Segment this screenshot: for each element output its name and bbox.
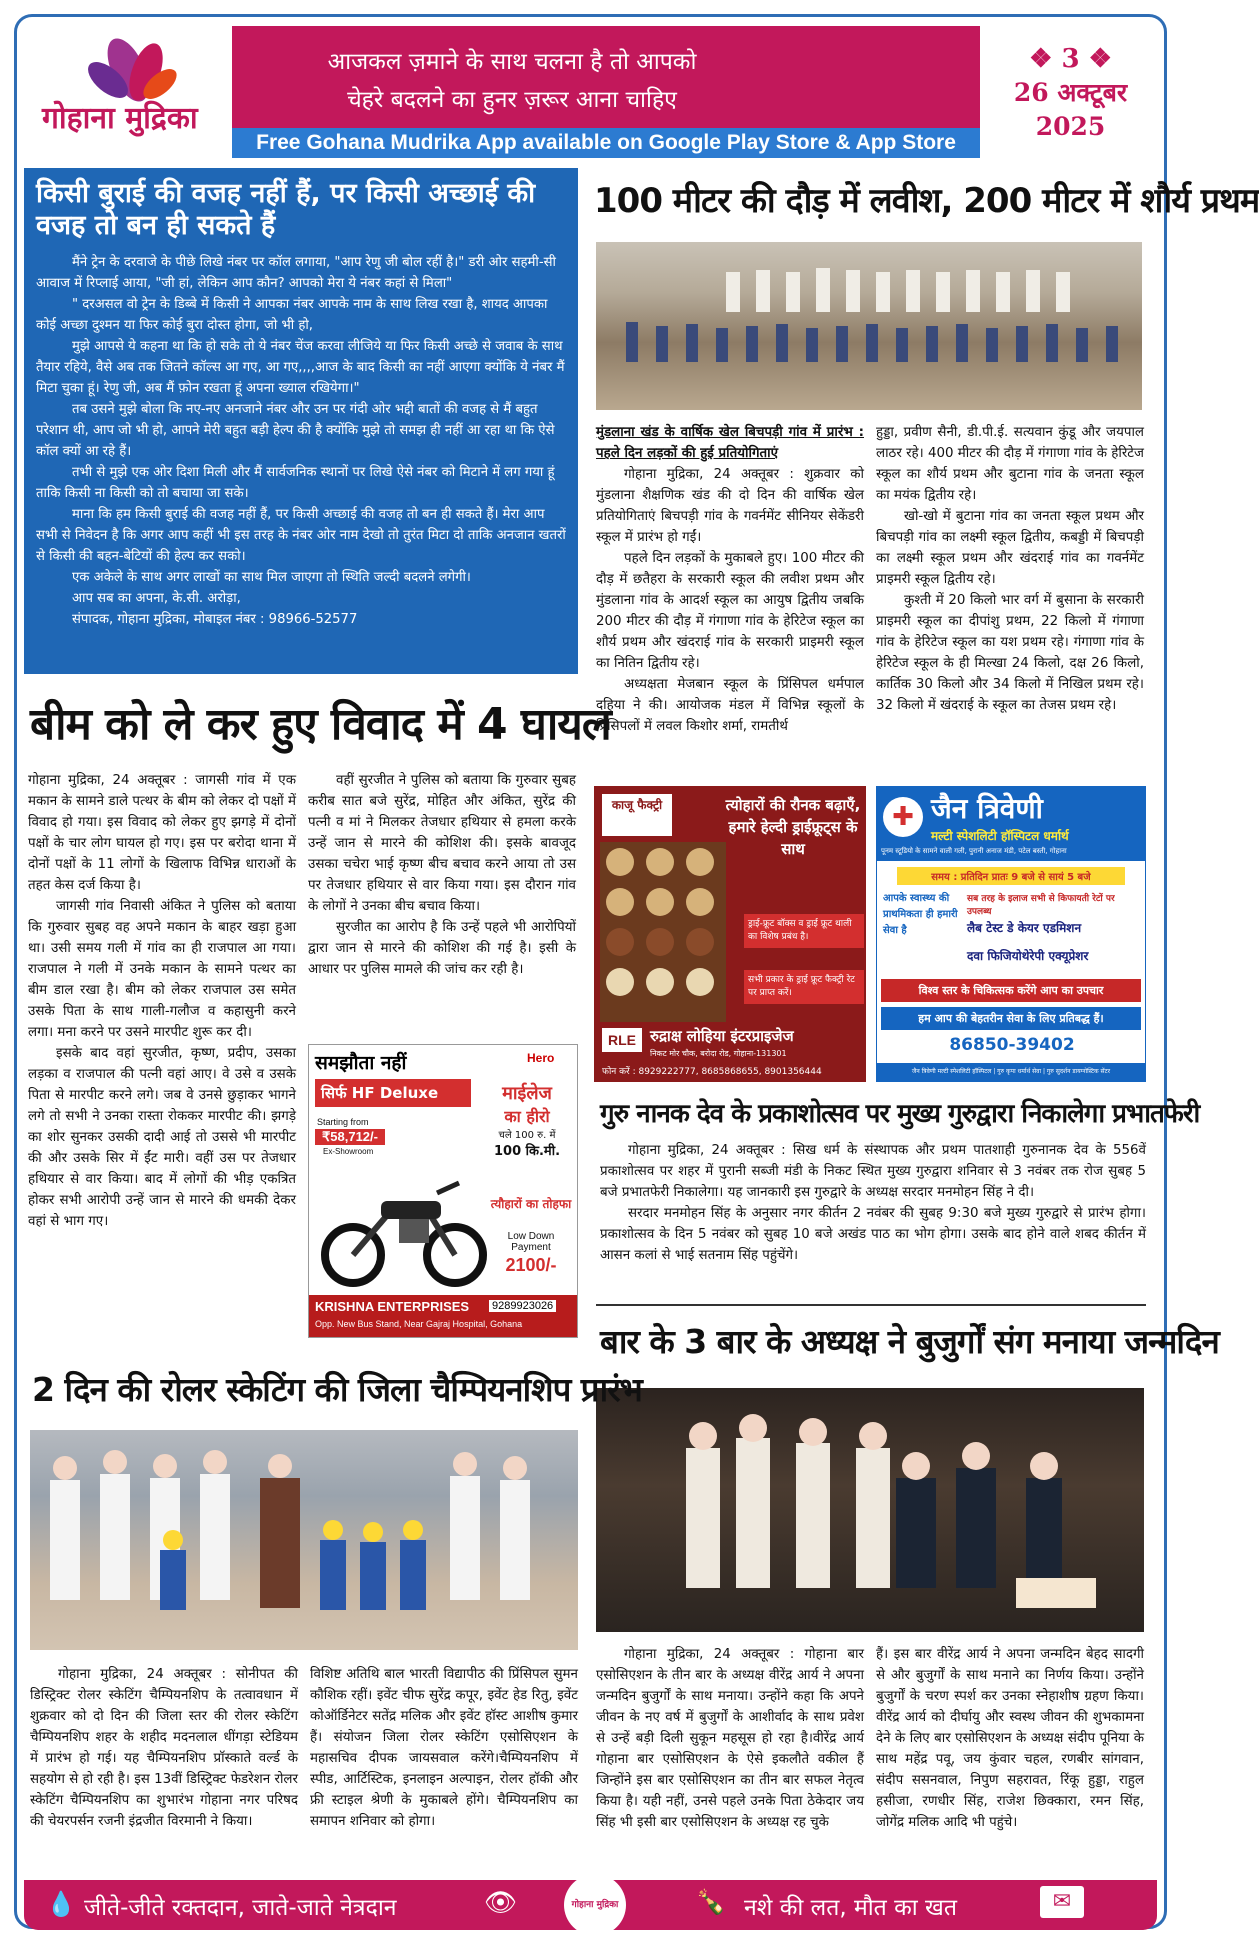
gurunanak-paragraph: गोहाना मुद्रिका, 24 अक्तूबर : सिख धर्म के संस्थापक और प्रथम पातशाही गुरुनानक देव के 556वें प्रकाशोत्सव पर शहर में पुरानी सब्जी मंडी के निकट स्थित मुख्य गुरुद्वारा शनिवार से 3 नवंबर तक रोज सुबह 5 बजे प्रभातफेरी निकालेगा। यह जानकारी इस गुरुद्वारे के अध्यक्ष सरदार मनमोहन सिंह ने दी।: [600, 1143, 1146, 1200]
masthead: [22, 26, 1159, 158]
hospital-motto: आपके स्वास्थ्य की प्राथमिकता ही हमारी सेवा है: [883, 893, 958, 936]
editorial-signoff: आप सब का अपना, के.सी. अरोड़ा,: [72, 591, 241, 606]
editorial-paragraph: तब उसने मुझे बोला कि नए-नए अनजाने नंबर और उन पर गंदी ओर भद्दी बातों की वजह से मैं बहुत परेशान थी, आप जो भी हो, आपने मेरी बहुत बड़ी हेल्प की है क्योंकि मुझे तो समझ ही नहीं आ रहा था कि ऐसे कॉल क्यों आ रहे हैं।: [36, 402, 555, 459]
birthday-column-1: [596, 1644, 864, 1833]
bike-ad-mileage-3: चले 100 रु. में: [498, 1130, 556, 1141]
masthead-logo-text: गोहाना मुद्रिका: [42, 101, 198, 136]
editorial-box: [24, 168, 578, 674]
bike-illustration: [319, 1163, 489, 1293]
dryfruit-brand: काजू फैक्ट्री: [602, 794, 672, 836]
dryfruit-offer-2: सभी प्रकार के ड्राई फ्रूट फैक्ट्री रेट पर प्राप्त करें।: [744, 970, 864, 1004]
footer-logo: गोहाना मुद्रिका: [564, 1874, 626, 1936]
gurunanak-paragraph: सरदार मनमोहन सिंह के अनुसार नगर कीर्तन 2 नवंबर की सुबह 9:30 बजे मुख्य गुरुद्वारे से प्रारंभ होगा। प्रकाशोत्सव के दिन 5 नवंबर को सुबह 10 बजे अखंड पाठ का भोग होगा। उसके बाद होने वाले शबद कीर्तन में आसन कलां से भाई सतनाम सिंह पहुंचेंगे।: [600, 1206, 1146, 1263]
bike-ad-down-amount: 2100/-: [505, 1255, 557, 1275]
beam-column-1: [28, 770, 296, 1232]
birthday-photo: [596, 1388, 1144, 1632]
tagline-line2: चेहरे बदलने का हुनर ज़रूर आना चाहिए: [347, 87, 677, 113]
skating-paragraph: विशिष्ट अतिथि बाल भारती विद्यापीठ की प्रिंसिपल सुमन कौशिक रहीं। इवेंट चीफ सुरेंद्र कपूर, इवेंट हेड रितु, इवेंट कोऑर्डिनेटर सतेंद्र मलिक और इवेंट हॉस्ट आशीष कुमार हैं। संयोजन जिला रोलर स्केटिंग एसोसिएशन के महासचिव दीपक जायसवाल करेंगे।चैम्पियनशिप में स्पीड, आर्टिस्टिक, इनलाइन अल्पाइन, रोलर हॉकी और फ्री स्टाइल श्रेणी के मुकाबले होंगे। चैम्पियनशिप का समापन शनिवार को होगा।: [310, 1667, 578, 1829]
dryfruit-tray-illustration: [600, 842, 726, 1022]
birthday-headline: बार के 3 बार के अध्यक्ष ने बुजुर्गों संग मनाया जन्मदिन: [600, 1322, 1219, 1361]
hospital-header: [877, 787, 1145, 861]
blood-drop-icon: 💧: [46, 1890, 76, 1918]
gurunanak-headline: गुरु नानक देव के प्रकाशोत्सव पर मुख्य गुरुद्वारा निकालेगा प्रभातफेरी: [600, 1099, 1200, 1129]
bike-ad-mileage-1: माईलेज: [502, 1083, 552, 1104]
footer-banner: [24, 1880, 1157, 1930]
beam-paragraph: वहीं सुरजीत ने पुलिस को बताया कि गुरुवार सुबह करीब सात बजे सुरेंद्र, मोहित और अंकित, सुरेंद्र की पत्नी व मां ने मिलकर तेजधार हथियार से हमला करके उन्हें जान से मारने की कोशिश की। इसके बावजूद उसका चचेरा भाई कृष्ण बीच बचाव करने आया तो उस पर तेजधार हथियार से वार किया गया। इस दौरान गांव के लोगों ने उनका बीच बचाव किया।: [308, 773, 576, 914]
race-paragraph: हुड्डा, प्रवीण सैनी, डी.पी.ई. सत्यवान कुंडू और जयपाल लाठर रहे। 400 मीटर की दौड़ में गंगाणा गांव के हेरिटेज स्कूल का शौर्य प्रथम और बुटाना गांव के जनता स्कूल का मयंक द्वितीय रहे।: [876, 425, 1144, 503]
race-headline: 100 मीटर की दौड़ में लवीश, 200 मीटर में शौर्य प्रथम: [594, 181, 1259, 221]
bike-ad-mileage-2: का हीरो: [504, 1107, 550, 1126]
race-photo: [596, 242, 1142, 410]
editorial-paragraph: तभी से मुझे एक ओर दिशा मिली और मैं सार्वजनिक स्थानों पर लिखे ऐसे नंबर को मिटाने में लग गया हूं ताकि किसी ना किसी को तो बचाया जा सके।: [36, 465, 555, 501]
page-number: ❖ 3 ❖: [1029, 44, 1112, 74]
bike-ad[interactable]: [308, 1044, 578, 1338]
editorial-paragraph: माना कि हम किसी बुराई की वजह नहीं हैं, पर किसी अच्छाई की वजह तो बन ही सकते हैं। मेरा आप सभी से निवेदन है कि अगर आप कहीं भी इस तरह के नंबर ओर नाम देखो तो तुरंत मिटा दो ताकि अनजान खतरों से किसी की बहन-बेटियों की हेल्प कर सको।: [36, 507, 566, 564]
bike-ad-brand: Hero: [527, 1051, 555, 1065]
bike-ad-starting: Starting from: [317, 1117, 369, 1127]
bike-ad-head: समझौता नहीं: [315, 1052, 407, 1074]
bottle-icon: 🍾: [696, 1888, 726, 1916]
bike-ad-gift: त्यौहारों का तोहफा: [490, 1197, 572, 1211]
skating-column-2: [310, 1664, 578, 1832]
race-column-2: [876, 422, 1144, 716]
bike-ad-ex: Ex-Showroom: [323, 1147, 374, 1156]
birthday-column-2: [876, 1644, 1144, 1833]
beam-headline: बीम को ले कर हुए विवाद में 4 घायल: [30, 699, 611, 750]
bike-ad-mileage-4: 100 कि.मी.: [493, 1144, 561, 1159]
bike-ad-model: सिर्फ HF Deluxe: [315, 1079, 471, 1107]
bike-ad-address: Opp. New Bus Stand, Near Gajraj Hospital, Gohana: [315, 1319, 523, 1329]
bike-ad-phone[interactable]: 9289923026: [489, 1300, 556, 1312]
hospital-line-2: लैब टेस्ट डे केयर एडमिशन: [967, 921, 1082, 935]
skating-photo: [30, 1430, 578, 1650]
editorial-paragraph: मुझे आपसे ये कहना था कि हो सके तो ये नंबर चेंज करवा लीजिये या फिर किसी अच्छे से जवाब के साथ तैयार रहिये, वैसे अब तक जितने कॉल्स आ गए, आ गए,,,,आज के बाद किसी का नहीं आएगा क्योंकि ये नंबर मैं मिटा चुका हूं। रेणु जी, अब मैं फ़ोन रखता हूं अपना ख्याल रखियेगा।": [36, 339, 565, 396]
hospital-subtitle: मल्टी स्पेशलिटी हॉस्पिटल धर्मार्थ: [931, 829, 1069, 843]
skating-paragraph: गोहाना मुद्रिका, 24 अक्तूबर : सोनीपत की डिस्ट्रिक्ट रोलर स्केटिंग चैम्पियनशिप के तत्वावधान में शुक्रवार को दो दिन की जिला स्तर की रोलर स्केटिंग चैम्पियनशिप शहर के शहीद मदनलाल धींगड़ा स्टेडियम में प्रारंभ हो गई। यह चैम्पियनशिप प्रॉस्काते वर्ल्ड के सहयोग से हो रही है। इस 13वीं डिस्ट्रिक्ट फेडरेशन रोलर स्केटिंग चैम्पियनशिप का शुभारंभ गोहाना नगर परिषद की चेयरपर्सन रजनी इंद्रजीत विरमानी ने किया।: [30, 1667, 298, 1829]
bike-ad-dealer-bar: [309, 1295, 577, 1337]
beam-paragraph: इसके बाद वहां सुरजीत, कृष्ण, प्रदीप, उसका लड़का व राजपाल की पत्नी वहां आए। वे उसे व उसके पिता से मारपीट करने लगे। जब वे उनसे छुड़ाकर भागने लगे तो सभी ने उनका रास्ता रोककर मारपीट की। झगड़े का शोर सुनकर उसकी दादी आई तो उससे भी मारपीट की और उसके सिर में ईंट मारी। वहीं उस पर तेजधार हथियार से वार किया। बाद में लोगों की भीड़ एकत्रित होकर सभी आरोपी उन्हें जान से मारने की धमकी देकर वहां से भाग गए।: [28, 1046, 296, 1229]
dryfruit-offer-1: ड्राई-फ्रूट बॉक्स व ड्राई फ्रूट थाली का विशेष प्रबंध है।: [744, 914, 864, 948]
hospital-cross-icon: ✚: [883, 797, 923, 837]
masthead-logo: [28, 32, 228, 152]
hospital-phone[interactable]: 86850-39402: [949, 1035, 1075, 1055]
gurunanak-body: [600, 1140, 1146, 1266]
bike-ad-mileage: [479, 1081, 575, 1159]
skating-headline: 2 दिन की रोलर स्केटिंग की जिला चैम्पियनशिप प्रारंभ: [32, 1370, 642, 1409]
bike-ad-down: Low Down Payment: [507, 1231, 555, 1253]
race-paragraph: खो-खो में बुटाना गांव का जनता स्कूल प्रथम और बिचपड़ी गांव का लक्ष्मी स्कूल द्वितीय, कबड्डी में बिचपड़ी का लक्ष्मी स्कूल प्रथम और खंदराई गांव का गवर्नमेंट प्राइमरी स्कूल द्वितीय रहे।: [876, 509, 1144, 587]
hospital-title: जैन त्रिवेणी: [931, 792, 1043, 825]
eye-icon: 👁: [484, 1888, 518, 1918]
editorial-contact: संपादक, गोहाना मुद्रिका, मोबाइल नंबर : 98966-52577: [72, 612, 358, 627]
hospital-line-1: सब तरह के इलाज सभी से किफायती रेटों पर उपलब्ध: [967, 894, 1115, 917]
bike-ad-dealer: KRISHNA ENTERPRISES: [315, 1299, 470, 1314]
editorial-title: किसी बुराई की वजह नहीं हैं, पर किसी अच्छाई की वजह तो बन ही सकते हैं: [36, 178, 536, 241]
hospital-line-3: दवा फिजियोथेरेपी एक्यूप्रेशर: [967, 949, 1089, 963]
bike-ad-price: ₹58,712/-: [315, 1129, 385, 1145]
hospital-ad[interactable]: [876, 786, 1146, 1082]
editorial-paragraph: मैंने ट्रेन के दरवाजे के पीछे लिखे नंबर पर कॉल लगाया, "आप रेणु जी बोल रहीं है।" डरी ओर सहमी-सी आवाज में रिप्लाई आया, "जी हां, लेकिन आप कौन? आपको मेरा ये नंबर कहां से मिला": [36, 255, 556, 291]
date-block: [982, 26, 1159, 158]
editorial-paragraph: " दरअसल वो ट्रेन के डिब्बे में किसी ने आपका नंबर आपके नाम के साथ लिख रखा है, शायद आपका कोई अच्छा दुश्मन या फिर कोई बुरा दोस्त होगा, जो भी हो,: [36, 297, 548, 333]
dryfruit-ad[interactable]: [594, 786, 866, 1082]
app-notice[interactable]: Free Gohana Mudrika App available on Google Play Store & App Store: [232, 128, 980, 158]
dryfruit-headline: त्योहारों की रौनक बढ़ाएँ, हमारे हेल्दी ड्राईफ्रूट्स के साथ: [725, 796, 861, 858]
race-subhead: मुंडलाना खंड के वार्षिक खेल बिचपड़ी गांव में प्रारंभ : पहले दिन लड़कों की हुई प्रतियोगिताएं: [596, 425, 864, 461]
footer-right-slogan: नशे की लत, मौत का खत: [744, 1895, 957, 1921]
hospital-address: पूनम स्टूडियो के सामने वाली गली, पुरानी अनाज मंडी, पटेल बस्ती, गोहाना: [881, 847, 1067, 855]
dryfruit-address: निकट मोर चौक, बरोदा रोड, गोहाना-131301: [650, 1049, 787, 1058]
dryfruit-phone[interactable]: फोन करें : 8929222777, 8685868655, 8901356444: [602, 1067, 822, 1077]
hospital-band-2: हम आप की बेहतरीन सेवा के लिए प्रतिबद्ध हैं।: [881, 1007, 1141, 1030]
birthday-paragraph: गोहाना मुद्रिका, 24 अक्तूबर : गोहाना बार एसोसिएशन के तीन बार के अध्यक्ष वीरेंद्र आर्य ने अपना जन्मदिन बुजुर्गों के साथ मनाया। उन्होंने कहा कि अपने जीवन के नए वर्ष में बुजुर्गों के आशीर्वाद के साथ प्रवेश से उन्हें बड़ी दिली सुकून महसूस हो रहा है।वीरेंद्र आर्य गोहाना बार एसोसिएशन के ऐसे इकलौते वकील हैं जिन्होंने इस बार एसोसिएशन का तीन बार सफल नेतृत्व किया है। यही नहीं, उनसे पहले उनके पिता ठेकेदार जय सिंह भी इसी बार एसोसिएशन के अध्यक्ष रह चुके: [596, 1647, 864, 1830]
beam-paragraph: सुरजीत का आरोप है कि उन्हें पहले भी आरोपियों द्वारा जान से मारने की कोशिश की गई है। इसी के आधार पर पुलिस मामले की जांच कर रही है।: [308, 920, 576, 977]
hospital-band-1: विश्व स्तर के चिकित्सक करेंगे आप का उपचार: [881, 979, 1141, 1002]
race-paragraph: पहले दिन लड़कों के मुकाबले हुए। 100 मीटर की दौड़ में छतैहरा के सरकारी स्कूल की लवीश प्रथम और मुंडलाना गांव के आदर्श स्कूल का आयुष द्वितीय जबकि 200 मीटर की दौड़ में गंगाणा गांव के हेरिटेज स्कूल का शौर्य प्रथम और खंदराई गांव के सरकारी प्राइमरी स्कूल का नितिन द्वितीय रहे।: [596, 551, 864, 671]
beam-paragraph: जागसी गांव निवासी अंकित ने पुलिस को बताया कि गुरुवार सुबह वह अपने मकान के बाहर खड़ा हुआ था। उसी समय गली में गांव का ही राजपाल आ गया। राजपाल ने गली में उनके मकान के सामने पत्थर का बीम डाल रखा है। बीम को लेकर राजपाल उस समेत उसके पिता के साथ गाली-गलौज व कहासुनी करने लगा। मना करने पर उसने मारपीट शुरू कर दी।: [28, 899, 296, 1040]
birthday-paragraph: हैं। इस बार वीरेंद्र आर्य ने अपना जन्मदिन बेहद सादगी से और बुजुर्गों के साथ मनाने का निर्णय किया। उन्होंने बुजुर्गों के चरण स्पर्श कर उनका स्नेहाशीष ग्रहण किया।वीरेंद्र आर्य को दीर्घायु और स्वस्थ जीवन की शुभकामना देने के लिए बार एसोसिएशन के अध्यक्ष संदीप पूनिया के साथ महेंद्र पवू, जय कुंवार चहल, रणबीर सांगवान, संदीप ससनवाल, निपुण सहरावत, रिंकू हुड्डा, राहुल हसीजा, रणधीर सिंह, राजेश छिक्कारा, रमन सिंह, जोगेंद्र मलिक आदि भी पहुंचे।: [876, 1647, 1144, 1830]
tagline-banner: [232, 26, 980, 158]
race-column-1: [596, 422, 864, 737]
dryfruit-company: रुद्राक्ष लोहिया इंटरप्राइजेज: [650, 1027, 794, 1045]
issue-date: 26 अक्टूबर: [1013, 78, 1128, 107]
section-divider: [596, 1304, 1146, 1306]
issue-year: 2025: [1035, 112, 1106, 141]
hospital-timing: समय : प्रतिदिन प्रातः 9 बजे से सायं 5 बजे: [897, 867, 1125, 885]
race-paragraph: कुश्ती में 20 किलो भार वर्ग में बुसाना के सरकारी प्राइमरी स्कूल का दीपांशु प्रथम, 22 किलो में गंगाणा गांव के हेरिटेज स्कूल का यश प्रथम रहे। गंगाणा गांव के हेरिटेज स्कूल के ही मिल्खा 24 किलो, दक्ष 26 किलो, कार्तिक 30 किलो और 34 किलो में निखिल प्रथम रहे। 32 किलो में खंदराई के स्कूल का तेजस प्रथम रहे।: [876, 593, 1144, 713]
beam-paragraph: गोहाना मुद्रिका, 24 अक्तूबर : जागसी गांव में एक मकान के सामने डाले पत्थर के बीम को लेकर दो पक्षों में विवाद हो गया। इस विवाद को लेकर हुए झगड़े में दोनों पक्षों के चार लोग घायल हो गए। इस पर बरोदा थाना में दोनों पक्षों के 11 लोगों के खिलाफ विभिन्न धाराओं के तहत केस दर्ज किया है।: [28, 773, 296, 893]
footer-left-slogan: जीते-जीते रक्तदान, जाते-जाते नेत्रदान: [84, 1895, 397, 1921]
editorial-paragraph: एक अकेले के साथ अगर लाखों का साथ मिल जाएगा तो स्थिति जल्दी बदलने लगेगी।: [72, 570, 471, 585]
beam-column-2: [308, 770, 576, 980]
hospital-footer: जैन त्रिवेणी मल्टी स्पेशलिटी हॉस्पिटल | गुरु कृपा धर्मार्थ सेवा | गुरु सुदर्शन डायग्नोस्टिक सेंटर: [877, 1063, 1145, 1081]
letter-icon: ✉: [1040, 1886, 1084, 1918]
dryfruit-logo: RLE: [602, 1028, 642, 1052]
race-paragraph: अध्यक्षता मेजबान स्कूल के प्रिंसिपल धर्मपाल दहिया ने की। आयोजक मंडल में विभिन्न स्कूलों के प्रिंसिपलों में लवल किशोर शर्मा, रामतीर्थ: [596, 677, 864, 734]
skating-column-1: [30, 1664, 298, 1832]
tagline-line1: आजकल ज़माने के साथ चलना है तो आपको: [327, 49, 697, 75]
race-paragraph: गोहाना मुद्रिका, 24 अक्तूबर : शुक्रवार को मुंडलाना शैक्षणिक खंड की दो दिन की वार्षिक खेल प्रतियोगिताएं बिचपड़ी गांव के गवर्नमेंट सीनियर सेकेंडरी स्कूल में प्रारंभ हो गईं।: [596, 467, 864, 545]
